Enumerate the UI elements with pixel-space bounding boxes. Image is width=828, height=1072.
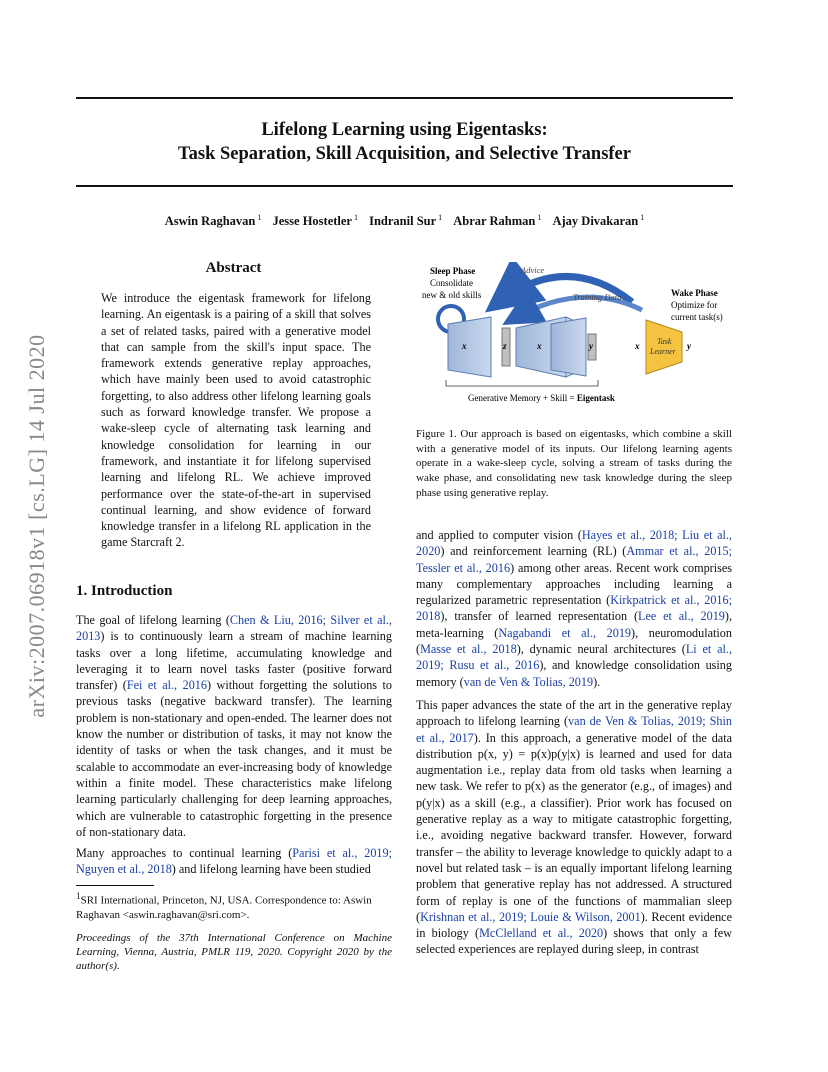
arxiv-sidebar	[0, 0, 49, 1072]
right-paragraph-1: and applied to computer vision (Hayes et al., 2018; Liu et al., 2020) and reinforcement learning (RL) (Ammar et al., 2015; Tessler et al., 2016) among other areas. Recent work comprises many complementary approaches including learning a regularized parametric representation (Kirkpatrick et al., 2016; 2018), transfer of learned representation (Lee et al., 2019), meta-learning (Nagabandi et al., 2019), neuromodulation (Masse et al., 2018), dynamic neural architectures (Li et al., 2019; Rusu et al., 2016), and knowledge consolidation using memory (van de Ven & Tolias, 2019).	[416, 528, 733, 689]
current-tasks-label: current task(s)	[671, 312, 723, 322]
optimize-for-label: Optimize for	[671, 300, 718, 310]
footnote-rule	[76, 885, 154, 886]
sleep-phase-label: Sleep Phase	[430, 266, 476, 276]
arxiv-identifier: arXiv:2007.06918v1 [cs.LG] 14 Jul 2020	[24, 334, 49, 718]
intro-heading: 1. Introduction	[76, 583, 173, 599]
task-label: Task	[657, 337, 672, 346]
citation-link[interactable]: van de Ven & Tolias, 2019	[463, 674, 594, 689]
author-list	[76, 213, 733, 229]
new-old-skills-label: new & old skills	[422, 290, 482, 300]
training-data-label: Training Data	[573, 292, 622, 302]
affiliation-footnote: $^1$SRI International, Princeton, NJ, USA. Correspondence to: Aswin Raghavan <aswin.raghavan@sri.com>.	[76, 891, 372, 921]
citation-link[interactable]: Parisi et al., 2019; Nguyen et al., 2018	[76, 846, 392, 877]
label-x-2: x	[537, 341, 542, 351]
skill-block	[551, 318, 586, 376]
label-y-1: y	[589, 341, 593, 351]
abstract-heading: Abstract	[205, 260, 262, 276]
citation-link[interactable]: Krishnan et al., 2019; Louie & Wilson, 2001	[420, 909, 641, 924]
label-x-1: x	[462, 341, 467, 351]
author: Ajay Divakaran $^1$	[552, 213, 645, 229]
citation-link[interactable]: van de Ven & Tolias, 2019; Shin et al., 2017	[416, 714, 732, 745]
consolidate-label: Consolidate	[430, 278, 473, 288]
wake-phase-label: Wake Phase	[671, 288, 718, 298]
label-y-2: y	[687, 341, 691, 351]
paper-title	[76, 118, 733, 166]
citation-link[interactable]: Kirkpatrick et al., 2016; 2018	[416, 593, 732, 624]
legend-line: Generative Memory + Skill = Eigentask	[468, 393, 615, 403]
eigentask-bracket	[446, 380, 598, 386]
label-z: z	[503, 341, 507, 351]
citation-link[interactable]: McClelland et al., 2020	[479, 926, 604, 941]
encoder-block	[448, 317, 491, 377]
title-bottom-rule	[76, 185, 733, 187]
author: Abrar Rahman $^1$	[453, 213, 542, 229]
author: Indranil Sur $^1$	[369, 213, 443, 229]
author: Jesse Hostetler $^1$	[272, 213, 358, 229]
citation-link[interactable]: Nagabandi et al., 2019	[498, 625, 632, 640]
citation-link[interactable]: Masse et al., 2018	[420, 642, 517, 657]
citation-link[interactable]: Hayes et al., 2018; Liu et al., 2020	[416, 528, 732, 559]
learner-label: Learner	[650, 347, 676, 356]
figure-caption: Figure 1. Our approach is based on eigentasks, which combine a skill with a generative model of its inputs. Our lifelong learning agents operate in a wake-sleep cycle, solving a stream of tasks during the wake phase, and consolidating new task knowledge during the sleep phase using generative replay.	[416, 428, 732, 499]
abstract-body: We introduce the eigentask framework for lifelong learning. An eigentask is a pairing of a skill that solves a set of related tasks, paired with a generative model that can sample from the skill's input space. The framework extends generative replay approaches, which have mainly been used to avoid catastrophic forgetting, to also address other lifelong learning goals such as forward knowledge transfer. We propose a wake-sleep cycle of alternating task learning and knowledge consolidation for learning in our framework, and instantiate it for lifelong supervised learning and lifelong RL. We achieve improved performance over the state-of-the-art in supervised continual learning, and show evidence of forward knowledge transfer in a lifelong RL application in the game Starcraft 2.	[101, 291, 371, 550]
citation-link[interactable]: Ammar et al., 2015; Tessler et al., 2016	[416, 544, 732, 575]
intro-paragraph-2: Many approaches to continual learning (Parisi et al., 2019; Nguyen et al., 2018) and lifelong learning have been studied	[76, 846, 392, 877]
author: Aswin Raghavan $^1$	[164, 213, 262, 229]
citation-link[interactable]: Fei et al., 2016	[126, 678, 207, 693]
label-x-3: x	[635, 341, 640, 351]
citation-link[interactable]: Chen & Liu, 2016; Silver et al., 2013	[76, 613, 392, 644]
citation-link[interactable]: Li et al., 2019; Rusu et al., 2016	[416, 642, 733, 673]
right-paragraph-2: This paper advances the state of the art in the generative replay approach to lifelong learning (van de Ven & Tolias, 2019; Shin et al., 2017). In this approach, a generative model of the data distribution p(x, y) = p(x)p(y|x) is learned and used for data augmentation i.e., replay data from old tasks when learning a new task. We refer to p(x) as the generator (e.g., of images) and p(y|x) as a skill (e.g., a classifier). Prior work has focused on generative replay as a way to mitigate catastrophic forgetting, i.e., avoiding negative backward transfer. However, forward transfer – the ability to leverage knowledge to quickly adapt to a novel but related task – is an equally important lifelong learning problem that generative replay has not addressed. A structured form of replay is one of the functions of mammalian sleep (Krishnan et al., 2019; Louie & Wilson, 2001). Recent evidence in biology (McClelland et al., 2020) shows that only a few selected experiences are replayed during sleep, in contrast	[416, 698, 733, 957]
intro-paragraph-1: The goal of lifelong learning (Chen & Liu, 2016; Silver et al., 2013) is to continuously learn a stream of machine learning tasks over a long lifetime, accumulating knowledge and leveraging it to learn novel tasks faster (positive forward transfer) (Fei et al., 2016) without forgetting the solutions to previous tasks (negative backward transfer). The learning problem is non-stationary and open-ended. The learner does not know the number or distribution of tasks, it may not know the identity of tasks or when the task changes, and it must be scalable to accommodate an ever-increasing body of knowledge within a finite model. These characteristics make lifelong learning particularly challenging for deep learning approaches, which are vulnerable to catastrophic forgetting in the presence of non-stationary data.	[76, 613, 393, 839]
proceedings-note: Proceedings of the 37th International Conference on Machine Learning, Vienna, Austria, PMLR 119, 2020. Copyright 2020 by the author(s).	[76, 932, 392, 972]
citation-link[interactable]: Lee et al., 2019	[638, 609, 725, 624]
title-line-2: Task Separation, Skill Acquisition, and Selective Transfer	[178, 144, 631, 164]
title-line-1: Lifelong Learning using Eigentasks:	[261, 120, 548, 140]
advice-label: Advice	[521, 265, 545, 275]
figure-1-diagram	[416, 262, 734, 412]
title-top-rule	[76, 97, 733, 99]
